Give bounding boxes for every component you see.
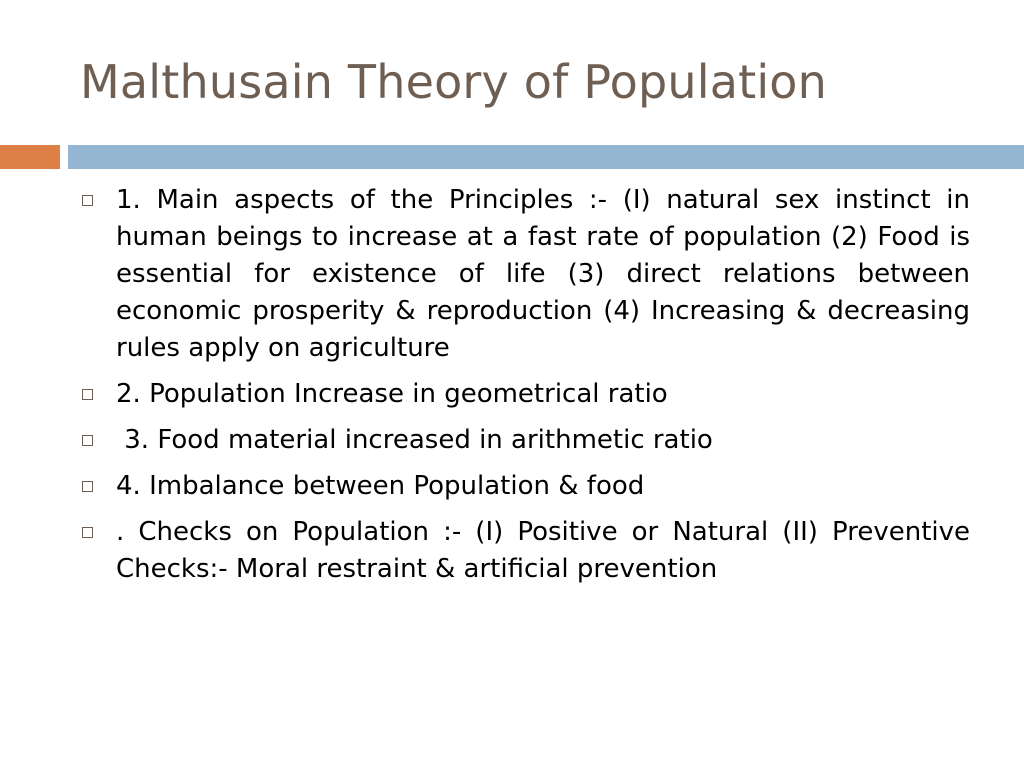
bullet-list <box>76 182 970 597</box>
bullet-item <box>76 468 970 505</box>
square-bullet-icon <box>82 527 93 538</box>
accent-bar-blue <box>68 145 1024 169</box>
bullet-item <box>76 514 970 588</box>
bullet-text: 3. Food material increased in arithmetic ratio <box>116 425 713 455</box>
square-bullet-icon <box>82 389 93 400</box>
bullet-item <box>76 376 970 413</box>
bullet-text: 2. Population Increase in geometrical ratio <box>116 379 668 409</box>
accent-bar-orange <box>0 145 60 169</box>
bullet-text: 4. Imbalance between Population & food <box>116 471 645 501</box>
bullet-item <box>76 422 970 459</box>
square-bullet-icon <box>82 435 93 446</box>
square-bullet-icon <box>82 195 93 206</box>
slide-title: Malthusain Theory of Population <box>80 55 828 109</box>
bullet-item <box>76 182 970 367</box>
bullet-text: . Checks on Population :- (I) Positive or Natural (II) Preventive Checks:- Moral restraint & artificial prevention <box>116 517 970 584</box>
bullet-text: 1. Main aspects of the Principles :- (I) natural sex instinct in human beings to increase at a fast rate of population (2) Food is essential for existence of life (3) direct relations between economic prosperity & reproduction (4) Increasing & decreasing rules apply on agriculture <box>116 185 970 363</box>
square-bullet-icon <box>82 481 93 492</box>
